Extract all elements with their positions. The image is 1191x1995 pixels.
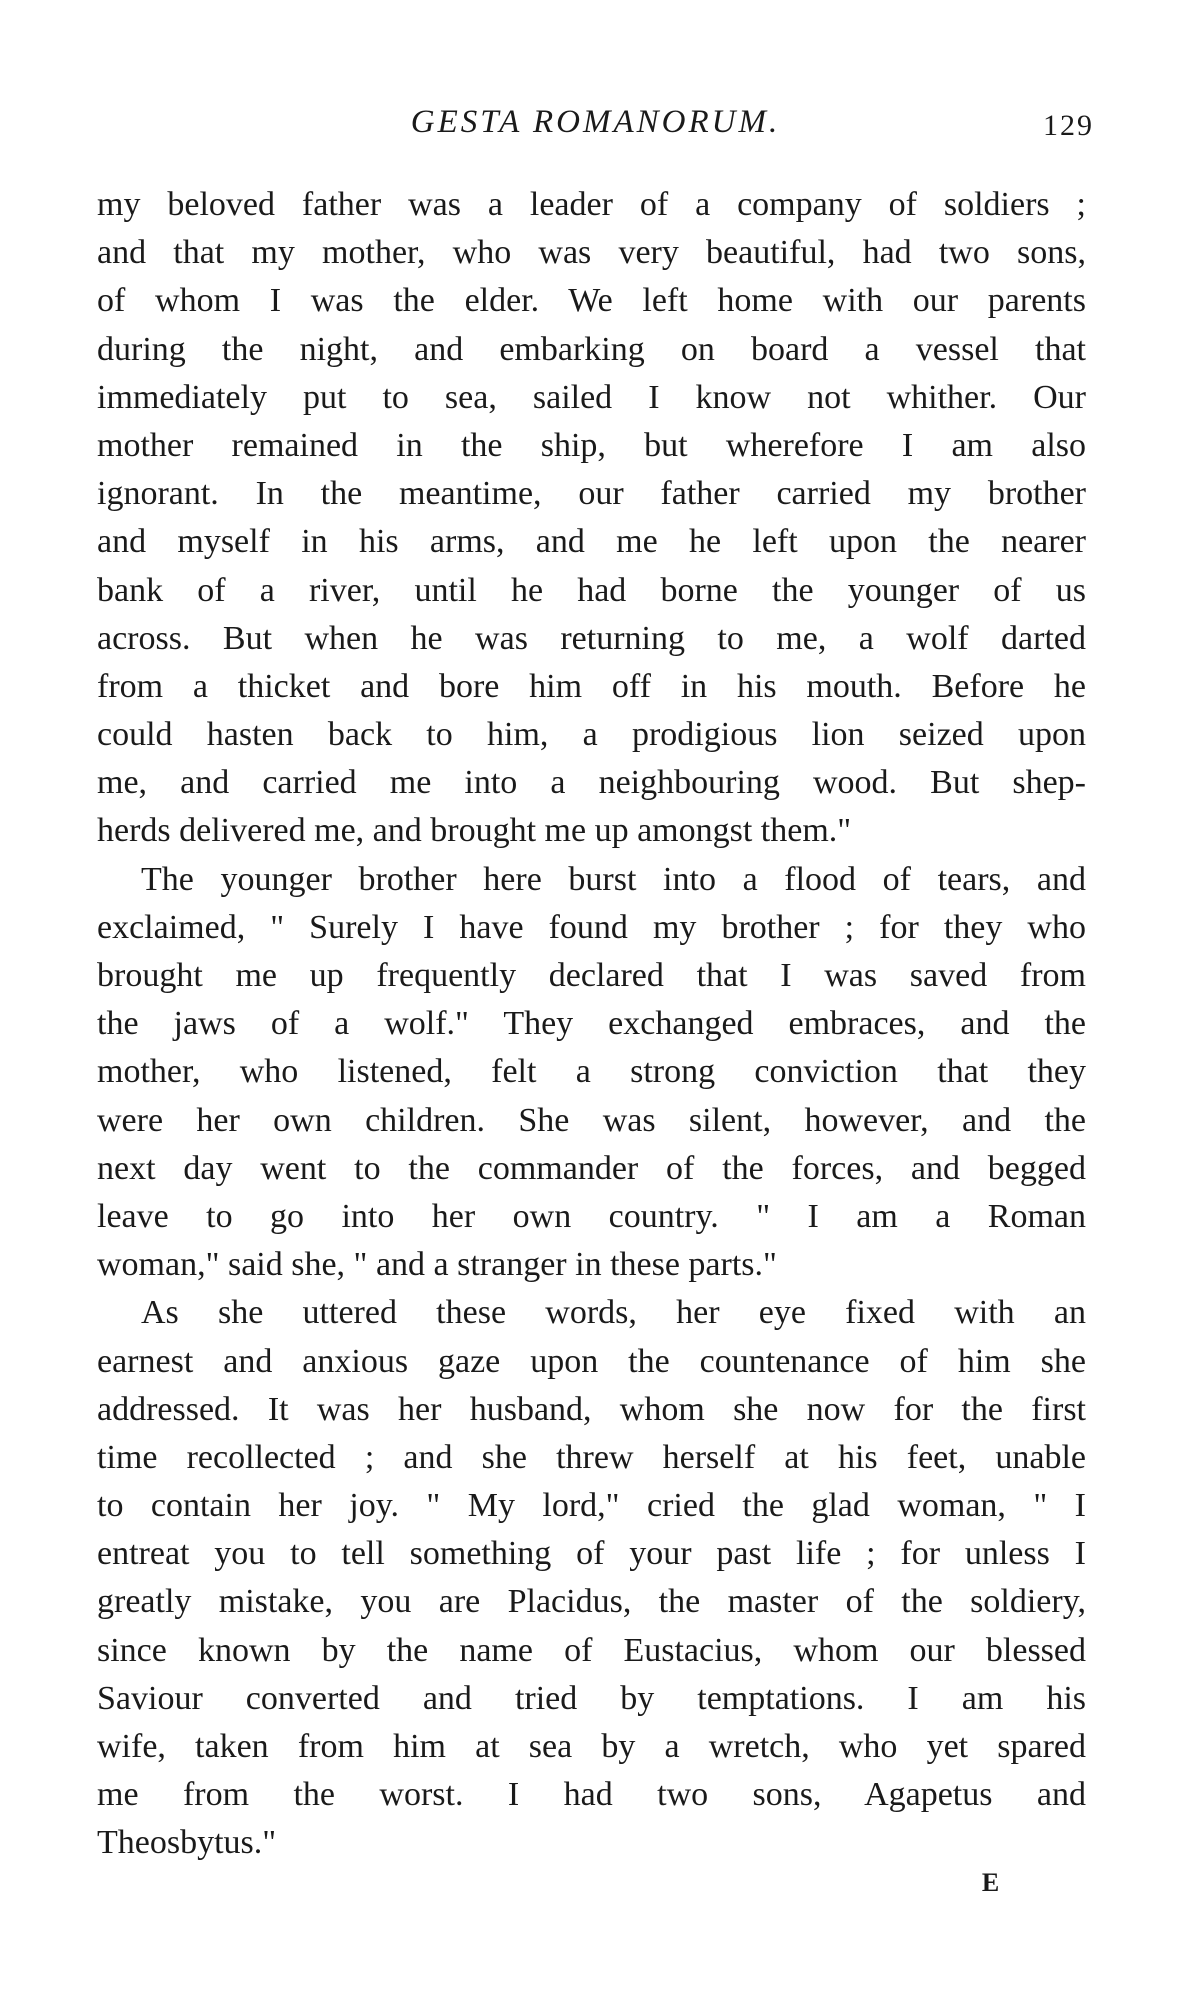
- body-text: [97, 181, 1086, 1868]
- text-line: could hasten back to him, a prodigious lion seized upon: [97, 716, 1086, 754]
- running-title: GESTA ROMANORUM.: [410, 104, 781, 140]
- text-line: me, and carried me into a neighbouring wood. But shep-: [97, 764, 1086, 802]
- text-line: The younger brother here burst into a flood of tears, and: [141, 860, 1086, 898]
- text-line: time recollected ; and she threw herself at his feet, unable: [97, 1438, 1086, 1476]
- text-line: herds delivered me, and brought me up amongst them.": [97, 812, 852, 850]
- text-line: since known by the name of Eustacius, whom our blessed: [97, 1631, 1086, 1669]
- text-line: of whom I was the elder. We left home with our parents: [97, 282, 1086, 320]
- text-line: Theosbytus.": [97, 1824, 277, 1862]
- text-line: and myself in his arms, and me he left upon the nearer: [97, 523, 1086, 561]
- text-line: wife, taken from him at sea by a wretch, who yet spared: [97, 1728, 1086, 1765]
- text-line: and that my mother, who was very beautiful, had two sons,: [97, 234, 1086, 272]
- running-head: [0, 100, 1191, 144]
- text-line: immediately put to sea, sailed I know not whither. Our: [97, 378, 1086, 416]
- text-line: leave to go into her own country. " I am a Roman: [97, 1197, 1086, 1235]
- text-line: were her own children. She was silent, however, and the: [97, 1101, 1086, 1139]
- text-line: addressed. It was her husband, whom she now for the first: [97, 1390, 1086, 1428]
- signature-mark: E: [981, 1868, 1000, 1897]
- text-line: ignorant. In the meantime, our father carried my brother: [97, 475, 1086, 513]
- text-line: during the night, and embarking on board a vessel that: [97, 330, 1086, 368]
- text-line: across. But when he was returning to me, a wolf darted: [97, 619, 1086, 657]
- text-line: the jaws of a wolf." They exchanged embraces, and the: [97, 1005, 1086, 1043]
- page-number: 129: [1043, 109, 1094, 142]
- text-line: As she uttered these words, her eye fixed with an: [141, 1294, 1086, 1332]
- text-line: Saviour converted and tried by temptations. I am his: [97, 1679, 1086, 1717]
- text-line: to contain her joy. " My lord," cried the glad woman, " I: [97, 1487, 1086, 1525]
- text-line: earnest and anxious gaze upon the countenance of him she: [97, 1342, 1086, 1380]
- text-line: next day went to the commander of the forces, and begged: [97, 1149, 1086, 1187]
- text-line: bank of a river, until he had borne the younger of us: [97, 571, 1086, 609]
- text-line: mother, who listened, felt a strong conviction that they: [97, 1053, 1086, 1091]
- text-line: brought me up frequently declared that I was saved from: [97, 957, 1086, 994]
- text-line: woman," said she, " and a stranger in these parts.": [97, 1246, 777, 1284]
- text-line: greatly mistake, you are Placidus, the master of the soldiery,: [97, 1583, 1086, 1621]
- text-line: from a thicket and bore him off in his mouth. Before he: [97, 667, 1086, 705]
- text-line: exclaimed, " Surely I have found my brother ; for they who: [97, 908, 1086, 946]
- text-line: entreat you to tell something of your past life ; for unless I: [97, 1535, 1086, 1573]
- text-line: my beloved father was a leader of a company of soldiers ;: [97, 186, 1086, 223]
- text-line: me from the worst. I had two sons, Agapetus and: [97, 1776, 1086, 1814]
- text-line: mother remained in the ship, but wherefore I am also: [97, 426, 1086, 464]
